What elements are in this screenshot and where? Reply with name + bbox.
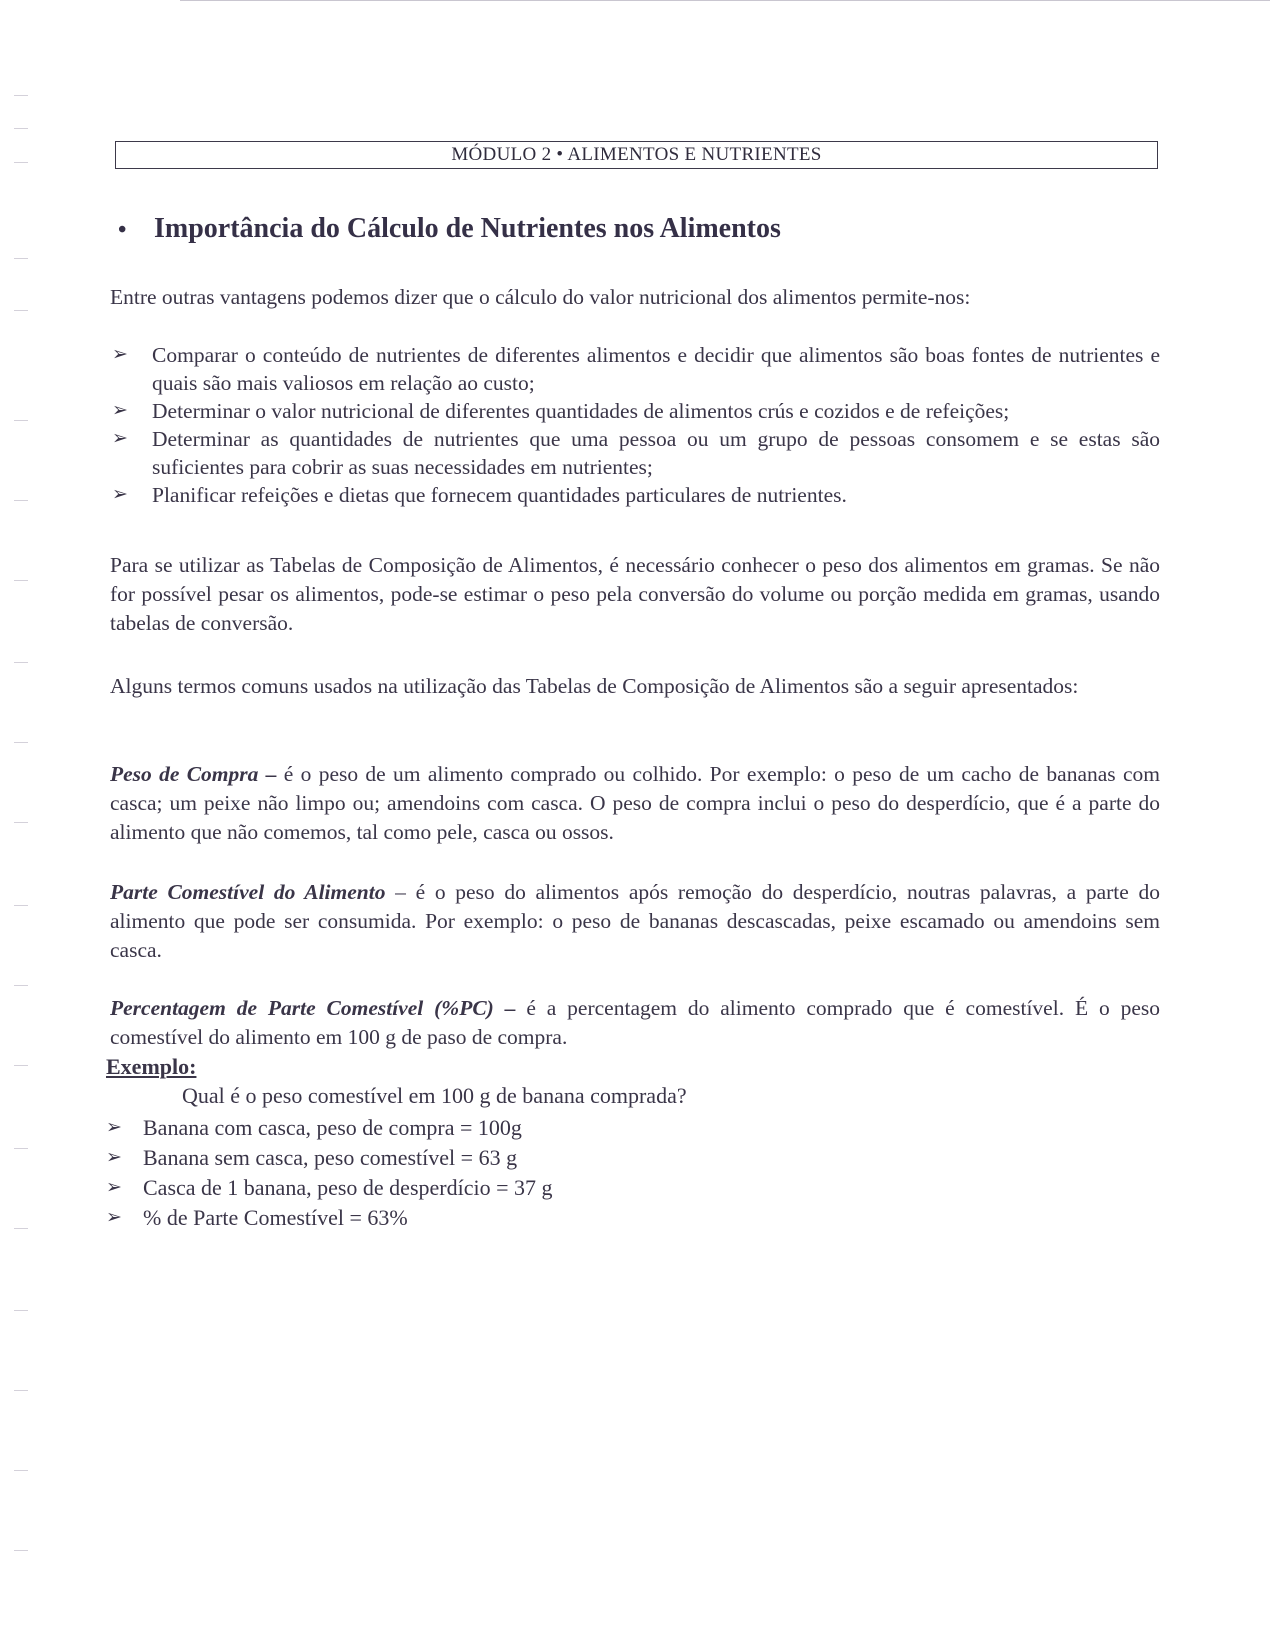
list-item: ➢ Planificar refeições e dietas que fornecem quantidades particulares de nutrientes. (112, 483, 847, 507)
tables-paragraph: Para se utilizar as Tabelas de Composição de Alimentos, é necessário conhecer o peso dos alimentos em gramas. Se não for possível pesar os alimentos, pode-se estimar o peso pela conversão do volume ou porção medida em gramas, usando tabelas de conversão. (110, 553, 1160, 635)
module-title: MÓDULO 2 • ALIMENTOS E NUTRIENTES (451, 144, 822, 165)
list-item: ➢ % de Parte Comestível = 63% (106, 1203, 806, 1233)
list-item: ➢ Determinar o valor nutricional de diferentes quantidades de alimentos crús e cozidos e de refeições; (112, 399, 1010, 423)
example-heading: Exemplo: (106, 1054, 197, 1079)
intro-paragraph: Entre outras vantagens podemos dizer que o cálculo do valor nutricional dos alimentos permite-nos: (110, 285, 971, 309)
section-heading (118, 213, 781, 245)
list-item: ➢ Determinar as quantidades de nutrientes que uma pessoa ou um grupo de pessoas consomem e se estas são suficientes para cobrir as suas necessidades em nutrientes; (112, 427, 1160, 479)
arrow-bullet-icon: ➢ (112, 484, 128, 505)
list-item: ➢ Comparar o conteúdo de nutrientes de diferentes alimentos e decidir que alimentos são boas fontes de nutrientes e quais são mais valiosos em relação ao custo; (112, 343, 1160, 395)
example-list (106, 1113, 806, 1233)
arrow-bullet-icon: ➢ (112, 400, 128, 421)
arrow-bullet-icon: ➢ (106, 1147, 122, 1168)
arrow-bullet-icon: ➢ (106, 1177, 122, 1198)
advantages-list (112, 341, 1160, 509)
term-label: Parte Comestível do Alimento (110, 880, 386, 904)
arrow-bullet-icon: ➢ (112, 428, 128, 449)
arrow-bullet-icon: ➢ (106, 1207, 122, 1228)
definition-percentagem: Percentagem de Parte Comestível (%PC) – é a percentagem do alimento comprado que é comestível. É o peso comestível do alimento em 100 g de paso de compra. (110, 996, 1160, 1049)
term-label: Percentagem de Parte Comestível (%PC) – (110, 996, 516, 1020)
definition-peso-de-compra: Peso de Compra – é o peso de um alimento comprado ou colhido. Por exemplo: o peso de um cacho de bananas com casca; um peixe não limpo ou; amendoins com casca. O peso de compra inclui o peso do desperdício, que é a parte do alimento que não comemos, tal como pele, casca ou ossos. (110, 762, 1160, 844)
section-title-text: Importância do Cálculo de Nutrientes nos Alimentos (154, 213, 781, 244)
terms-intro-paragraph: Alguns termos comuns usados na utilização das Tabelas de Composição de Alimentos são a seguir apresentados: (110, 674, 1079, 698)
term-label: Peso de Compra – (110, 762, 277, 786)
scan-edge-line (180, 0, 1270, 1)
list-item: ➢ Casca de 1 banana, peso de desperdício = 37 g (106, 1173, 806, 1203)
example-question: Qual é o peso comestível em 100 g de banana comprada? (182, 1083, 687, 1108)
arrow-bullet-icon: ➢ (106, 1117, 122, 1138)
list-item: ➢ Banana com casca, peso de compra = 100g (106, 1113, 806, 1143)
definition-parte-comestivel: Parte Comestível do Alimento – é o peso do alimentos após remoção do desperdício, noutras palavras, a parte do alimento que pode ser consumida. Por exemplo: o peso de bananas descascadas, peixe escamado ou amendoins sem casca. (110, 880, 1160, 962)
heading-bullet: • (118, 217, 127, 243)
list-item: ➢ Banana sem casca, peso comestível = 63 g (106, 1143, 806, 1173)
arrow-bullet-icon: ➢ (112, 344, 128, 365)
module-header (115, 141, 1158, 169)
